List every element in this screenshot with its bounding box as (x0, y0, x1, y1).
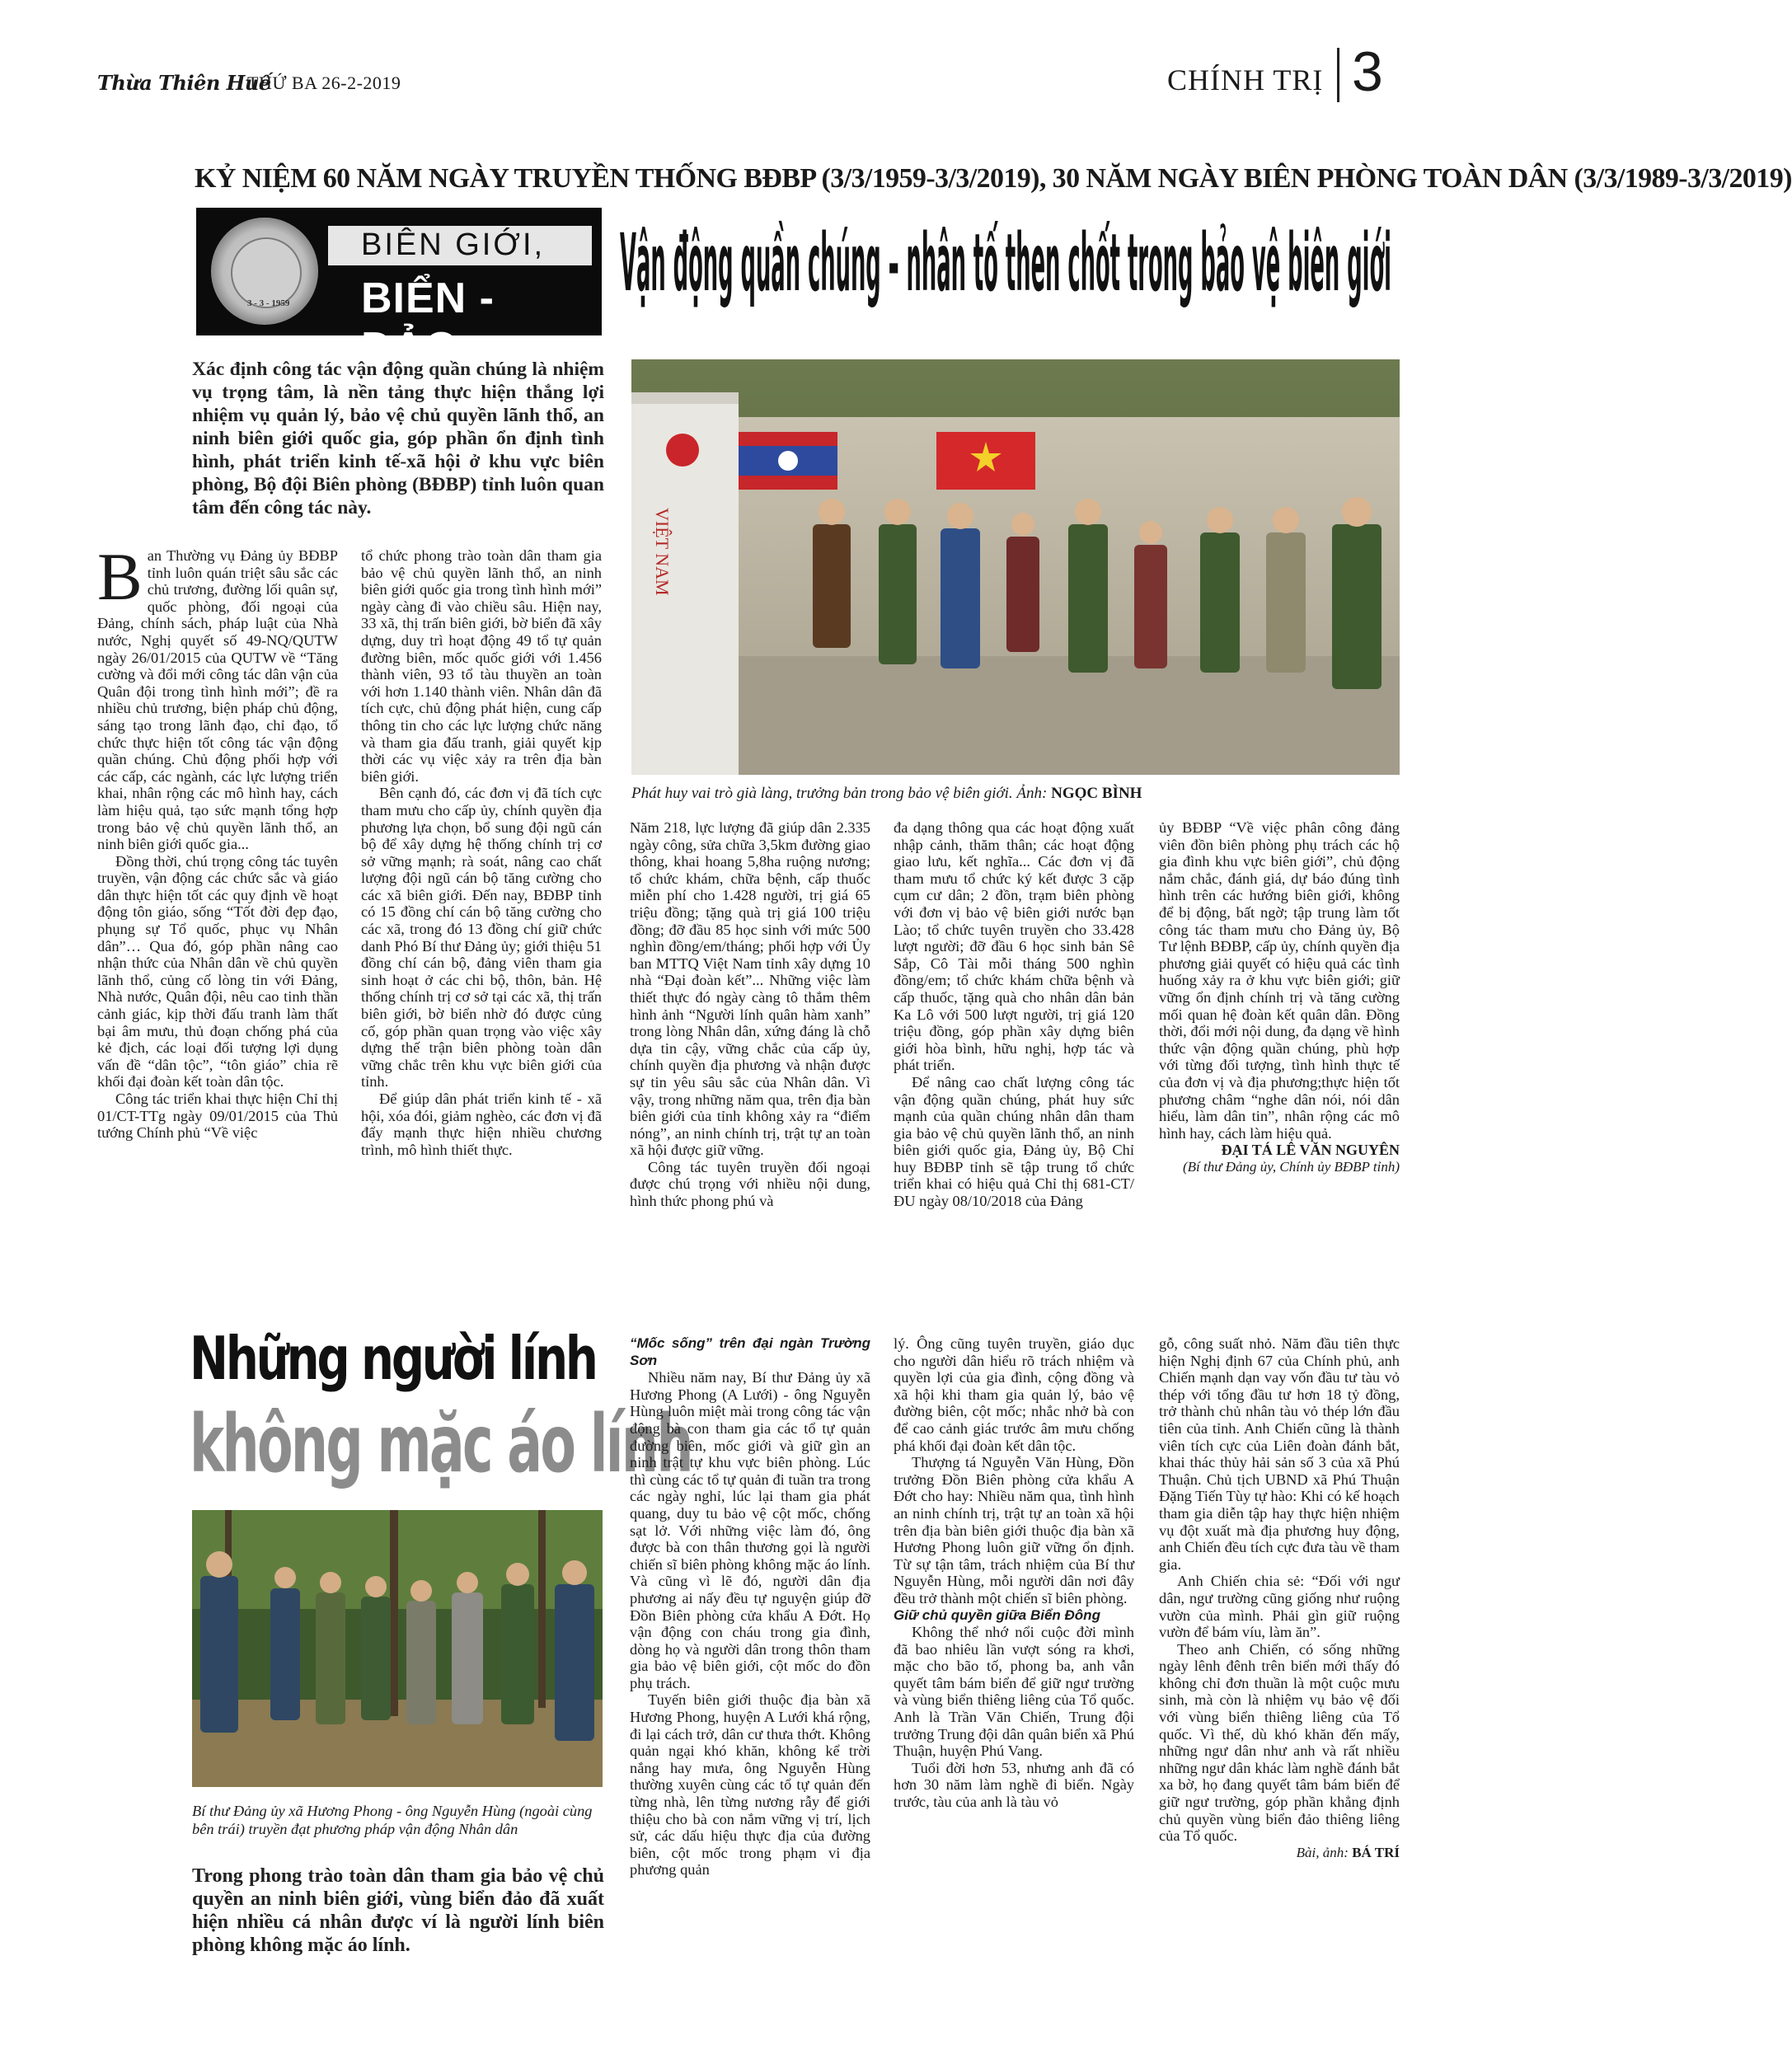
article2-byline: Bài, ảnh: BÁ TRÍ (1296, 1844, 1400, 1860)
article2-column-3: gỗ, công suất nhỏ. Năm đầu tiên thực hiện Nghị định 67 của Chính phủ, anh Chiến mạnh dạn vay vốn đầu tư tàu vỏ thép với tổng đầu tư hơn 18 tỷ đồng, trở thành chủ nhân tàu vỏ thép lớn đầu tiên của tỉnh. Anh Chiến cũng là thành viên tích cực của Liên đoàn đánh bắt, khai thác thủy hải sản số 3 của xã Phú Thuận. Chủ tịch UBND xã Phú Thuận Đặng Tiến Tùy tự hào: Khi có kế hoạch tham gia diễn tập hay thực hiện nhiệm vụ đột xuất mà địa phương huy động, anh Chiến đều tích cực đưa tàu về tham gia. Anh Chiến chia sẻ: “Đối với ngư dân, ngư trường cũng giống như ruộng vườn của mình. Phải gìn giữ ruộng vườn để bám víu, làm ăn”. Theo anh Chiến, có sống những ngày lênh đênh trên biển mới thấy đó không chỉ đơn thuần là một cuộc mưu sinh, mà còn là nhiệm vụ bảo vệ đối với vùng biển thiêng liêng của Tổ quốc. Vì thế, dù khó khăn đến mấy, những ngư dân như anh và rất nhiều những ngư dân khác làm nghề đánh bắt xa bờ, họ đang quyết tâm bám biển để giữ ngư trường, góp phần khẳng định chủ quyền vùng biển đảo thiêng liêng của Tổ quốc. Bài, ảnh: BÁ TRÍ (1159, 1335, 1400, 1860)
anniversary-kicker: KỶ NIỆM 60 NĂM NGÀY TRUYỀN THỐNG BĐBP (3/3/1959-3/3/2019), 30 NĂM NGÀY BIÊN PHÒNG TOÀN DÂN (3/3/1989-3/3/2019) (195, 163, 1792, 194)
border-sea-island-logo (196, 208, 602, 372)
article1-photo-caption: Phát huy vai trò già làng, trưởng bản trong bảo vệ biên giới. Ảnh: NGỌC BÌNH (631, 785, 1142, 802)
article2-photo-caption: Bí thư Đảng ủy xã Hương Phong - ông Nguyễn Hùng (ngoài cùng bên trái) truyền đạt phương pháp vận động Nhân dân (192, 1803, 593, 1837)
article2-subhead-1: “Mốc sống” trên đại ngàn Trường Sơn (630, 1335, 870, 1368)
article1-author: ĐẠI TÁ LÊ VĂN NGUYÊN (1221, 1142, 1400, 1159)
article1-lead: Xác định công tác vận động quần chúng là nhiệm vụ trọng tâm, là nền tảng thực hiện thắng lợi nhiệm vụ quản lý, bảo vệ chủ quyền lãnh thổ, an ninh biên giới quốc gia, góp phần ổn định tình hình, phát triển kinh tế-xã hội ở khu vực biên phòng, Bộ đội Biên phòng (BĐBP) tỉnh luôn quan tâm đến công tác này. (192, 359, 604, 518)
article1-author-role: (Bí thư Đảng ủy, Chính ủy BĐBP tỉnh) (1183, 1158, 1400, 1175)
page-number: 3 (1352, 40, 1383, 103)
logo-line-1: BIÊN GIỚI, (361, 227, 546, 262)
article2-column-2: lý. Ông cũng tuyên truyền, giáo dục cho người dân hiểu rõ trách nhiệm và quyền lợi của gia đình, cộng đồng và xã hội khi tham gia quản lý, bảo vệ đường biên, cột mốc; nhắc nhở bà con để cao cảnh giác trước âm mưu chống phá khối đại đoàn kết dân tộc. Thượng tá Nguyễn Văn Hùng, Đồn trưởng Đồn Biên phòng cửa khẩu A Đớt cho hay: Nhiều năm qua, tình hình an ninh chính trị, trật tự an toàn xã hội trên địa bàn biên giới thuộc địa bàn xã Hương Phong luôn giữ vững ổn định. Từ sự tận tâm, trách nhiệm của Bí thư Nguyễn Hùng, mỗi người dân nơi đây đều trở thành một chiến sĩ biên phòng. Giữ chủ quyền giữa Biển Đông Không thể nhớ nổi cuộc đời mình đã bao nhiêu lần vượt sóng ra khơi, mặc cho bão tố, phong ba, anh vẫn quyết tâm bám biển để giữ ngư trường và vùng biển thiêng liêng của Tổ quốc. Anh là Trần Văn Chiến, Trung đội trưởng Trung đội dân quân biển xã Phú Thuận, huyện Phú Vang. Tuổi đời hơn 53, nhưng anh đã có hơn 30 năm làm nghề đi biển. Ngày trước, tàu của anh là tàu vỏ (894, 1335, 1134, 1811)
drop-cap: B (97, 539, 143, 614)
article2-subhead-2: Giữ chủ quyền giữa Biển Đông (894, 1606, 1100, 1623)
section-title: CHÍNH TRỊ (1167, 63, 1324, 96)
svg-text:Vận động quần chúng – nhân tố: Vận động quần chúng – nhân tố then chốt trong bảo vệ biên giới (620, 217, 1391, 309)
article2-headline-line-2: không mặc áo lính (190, 1398, 692, 1490)
article1-headline (620, 198, 1395, 321)
marker-label: VIỆT NAM (652, 508, 673, 596)
article1-column-2: tổ chức phong trào toàn dân tham gia bảo vệ chủ quyền lãnh thổ, an ninh biên giới quốc gia trong tình hình mới” ngày càng đi vào chiều sâu. Hiện nay, 33 xã, thị trấn biên giới, bờ biển đã xây dựng, duy trì hoạt động 49 tổ tự quản đường biên, mốc quốc giới với 1.456 thành viên, 93 tổ tàu thuyền an toàn với hơn 1.140 thành viên. Nhân dân đã tích cực, chủ động phát hiện, cung cấp thông tin cho các lực lượng chức năng và tham gia đấu tranh, giải quyết kịp thời các vụ việc xảy ra trên địa bàn biên giới. Bên cạnh đó, các đơn vị đã tích cực tham mưu cho cấp ủy, chính quyền địa phương lựa chọn, bổ sung đội ngũ cán bộ để xây dựng hệ thống chính trị cơ sở vững mạnh; rà soát, nâng cao chất lượng đội ngũ cán bộ tăng cường cho các xã biên giới. Đến nay, BĐBP tỉnh có 15 đồng chí cán bộ tăng cường cho các xã, trong đó 13 đồng chí giữ chức danh Phó Bí thư Đảng ủy; giới thiệu 51 đồng chí cán bộ, đảng viên tham gia sinh hoạt ở các chi bộ, thôn, bản. Hệ thống chính trị cơ sở tại các xã, thị trấn biên giới, bờ biển nhờ đó được củng cố, góp phần quan trọng vào việc xây dựng thế trận biên phòng toàn dân vững chắc trên khu vực biên giới của tỉnh. Để giúp dân phát triển kinh tế - xã hội, xóa đói, giảm nghèo, các đơn vị đã đẩy mạnh thực hiện nhiều chương trình, mô hình thiết thực. (361, 547, 602, 1158)
article2-lead: Trong phong trào toàn dân tham gia bảo vệ chủ quyền an ninh biên giới, vùng biển đảo đã xuất hiện nhiều cá nhân được ví là người lính biên phòng không mặc áo lính. (192, 1865, 604, 1956)
article2-headline-line-1: Những người lính (190, 1324, 596, 1393)
article1-column-4: đa dạng thông qua các hoạt động xuất nhập cảnh, thăm thân; các hoạt động giao lưu, kết nghĩa... Các đơn vị đã tham mưu tổ chức ký kết được 3 cặp cụm cư dân; 2 đồn, trạm biên phòng với đơn vị bảo vệ biên giới nước bạn Lào; tổ chức tuyên truyền cho 33.428 lượt người; đỡ đầu 6 học sinh bản Sê Sắp, Cô Tài mỗi tháng 500 nghìn đồng/em; tổ chức khám chữa bệnh và cấp thuốc, tặng quà cho nhân dân bản Ka Lô với 500 lượt người, trị giá 120 triệu đồng, góp phần xây dựng biên giới hòa bình, hữu nghị, hợp tác và phát triển. Để nâng cao chất lượng công tác vận động quần chúng, phát huy sức mạnh của quần chúng nhân dân tham gia bảo vệ chủ quyền lãnh thổ, an ninh biên giới quốc gia, Đảng ủy, Bộ Chỉ huy BĐBP tỉnh sẽ tập trung tổ chức triển khai có hiệu quả Chỉ thị 681-CT/ĐU ngày 08/10/2018 của Đảng (894, 819, 1134, 1210)
border-marker-photo (631, 359, 1400, 775)
article2-column-1: “Mốc sống” trên đại ngàn Trường Sơn Nhiều năm nay, Bí thư Đảng ủy xã Hương Phong (A Lưới) - ông Nguyễn Hùng luôn miệt mài trong công tác vận động bà con tham gia các tổ tự quản đường biên, mốc giới và giữ gìn an ninh trật tự khu vực biên phòng. Lúc thì cùng các tổ tự quản đi tuần tra trong các ngày nghỉ, lúc lại tham gia phát quang, duy tu bảo vệ cột mốc, chống sạt lở. Với những việc làm đó, ông được bà con thân thương gọi là người chiến sĩ biên phòng không mặc áo lính. Và cũng vì lẽ đó, người dân địa phương ai nấy đều tự nguyện giúp đỡ Đồn Biên phòng cửa khẩu A Đớt. Họ vận động con cháu trong gia đình, dòng họ và người dân trong thôn tham gia bảo vệ biên giới, cột mốc do đồn phụ trách. Tuyến biên giới thuộc địa bàn xã Hương Phong, huyện A Lưới khá rộng, đi lại cách trở, dân cư thưa thớt. Không quản ngại khó khăn, không kể trời nắng hay mưa, ông Nguyễn Hùng thường xuyên cùng các tổ tự quản đến từng nhà, lên từng nương rẫy để giới thiệu cho bà con nắm vững vị trí, lịch sử, các dấu hiệu thực địa của đường biên, cột mốc trong phạm vi địa phương quản (630, 1335, 870, 1878)
article1-column-3: Năm 218, lực lượng đã giúp dân 2.335 ngày công, sửa chữa 3,5km đường giao thông, khai hoang 5,8ha ruộng nương; tổ chức khám, chữa bệnh, cấp thuốc miễn phí cho 1.428 người, trị giá 65 triệu đồng; tặng quà trị giá 100 triệu đồng; đỡ đầu 85 học sinh với mức 500 nghìn đồng/em/tháng; phối hợp với Ủy ban MTTQ Việt Nam tỉnh xây dựng 10 nhà “Đại đoàn kết”... Những việc làm thiết thực đó ngày càng tô thắm thêm hình ảnh “Người lính quân hàm xanh” trong lòng Nhân dân, xứng đáng là chỗ dựa tin cậy, vững chắc của cấp ủy, chính quyền địa phương và nhận được sự tin yêu sâu sắc của Nhân dân. Vì vậy, trong những năm qua, trên địa bàn biên giới của tỉnh không xảy ra “điểm nóng”, an ninh chính trị, trật tự an toàn xã hội được giữ vững. Công tác tuyên truyền đối ngoại được chú trọng với nhiều nội dung, hình thức phong phú và (630, 819, 870, 1210)
logo-line-2: BIỂN - ĐẢO (361, 274, 495, 372)
issue-date: THỨ BA 26-2-2019 (247, 73, 401, 93)
border-guard-seal-icon: 3 - 3 - 1959 (211, 218, 318, 325)
article1-column-1: Ban Thường vụ Đảng ủy BĐBP tỉnh luôn quán triệt sâu sắc các chủ trương, đường lối quân sự, quốc phòng, đối ngoại của Đảng, chính sách, pháp luật của Nhà nước, Nghị quyết số 49-NQ/QUTW ngày 26/01/2015 của QUTW về “Tăng cường và đổi mới công tác dân vận của Quân đội trong tình hình mới”; đề ra nhiều chủ trương, biện pháp chủ động, sáng tạo trong lãnh đạo, chỉ đạo, tổ chức thực hiện tốt công tác vận động quần chúng. Chủ động phối hợp với các cấp, các ngành, các lực lượng triển khai, nhân rộng các mô hình hay, cách làm hiệu quả, tạo sức mạnh tổng hợp trong bảo vệ chủ quyền lãnh thổ, an ninh biên giới quốc gia... Đồng thời, chú trọng công tác tuyên truyền, vận động các chức sắc và giáo dân thực hiện tốt các quy định về hoạt động tôn giáo, sống “Tốt đời đẹp đạo, phụng sự Tổ quốc, phục vụ Nhân dân”… Qua đó, góp phần nâng cao nhận thức của Nhân dân về chủ quyền lãnh thổ, củng cố lòng tin với Đảng, Nhà nước, Quân đội, nêu cao tinh thần cảnh giác, kịp thời đấu tranh làm thất bại âm mưu, thủ đoạn chống phá của kẻ địch, các loại đối tượng lợi dụng vấn đề “dân tộc”, “tôn giáo” chia rẽ khối đại đoàn kết toàn dân tộc. Công tác triển khai thực hiện Chỉ thị 01/CT-TTg ngày 09/01/2015 của Thủ tướng Chính phủ “Về việc (97, 539, 338, 1142)
article1-column-5: ủy BĐBP “Về việc phân công đảng viên đồn biên phòng phụ trách các hộ gia đình khu vực biên giới”, chủ động nắm chắc, đánh giá, dự báo đúng tình hình trên các hướng biên giới, không để bị động, bất ngờ; tập trung làm tốt công tác tham mưu cho Đảng ủy, Bộ Tư lệnh BĐBP, cấp ủy, chính quyền địa phương giải quyết có hiệu quả các tình huống xảy ra ở khu vực biên giới; giữ vững ổn định chính trị và tăng cường mối quan hệ đoàn kết quân dân. Đồng thời, đổi mới nội dung, đa dạng về hình thức vận động quần chúng, phù hợp với từng đối tượng, tình hình thực tế của đơn vị và địa phương;thực hiện tốt phương châm “nghe dân nói, nói dân hiểu, làm dân tin”, nhân rộng các mô hình hay, cách làm hiệu quả. ĐẠI TÁ LÊ VĂN NGUYÊN (Bí thư Đảng ủy, Chính ủy BĐBP tỉnh) (1159, 819, 1400, 1175)
village-leaders-photo (192, 1510, 603, 1787)
newspaper-name: Thừa Thiên Huế (97, 71, 271, 95)
header-divider (1337, 48, 1339, 102)
